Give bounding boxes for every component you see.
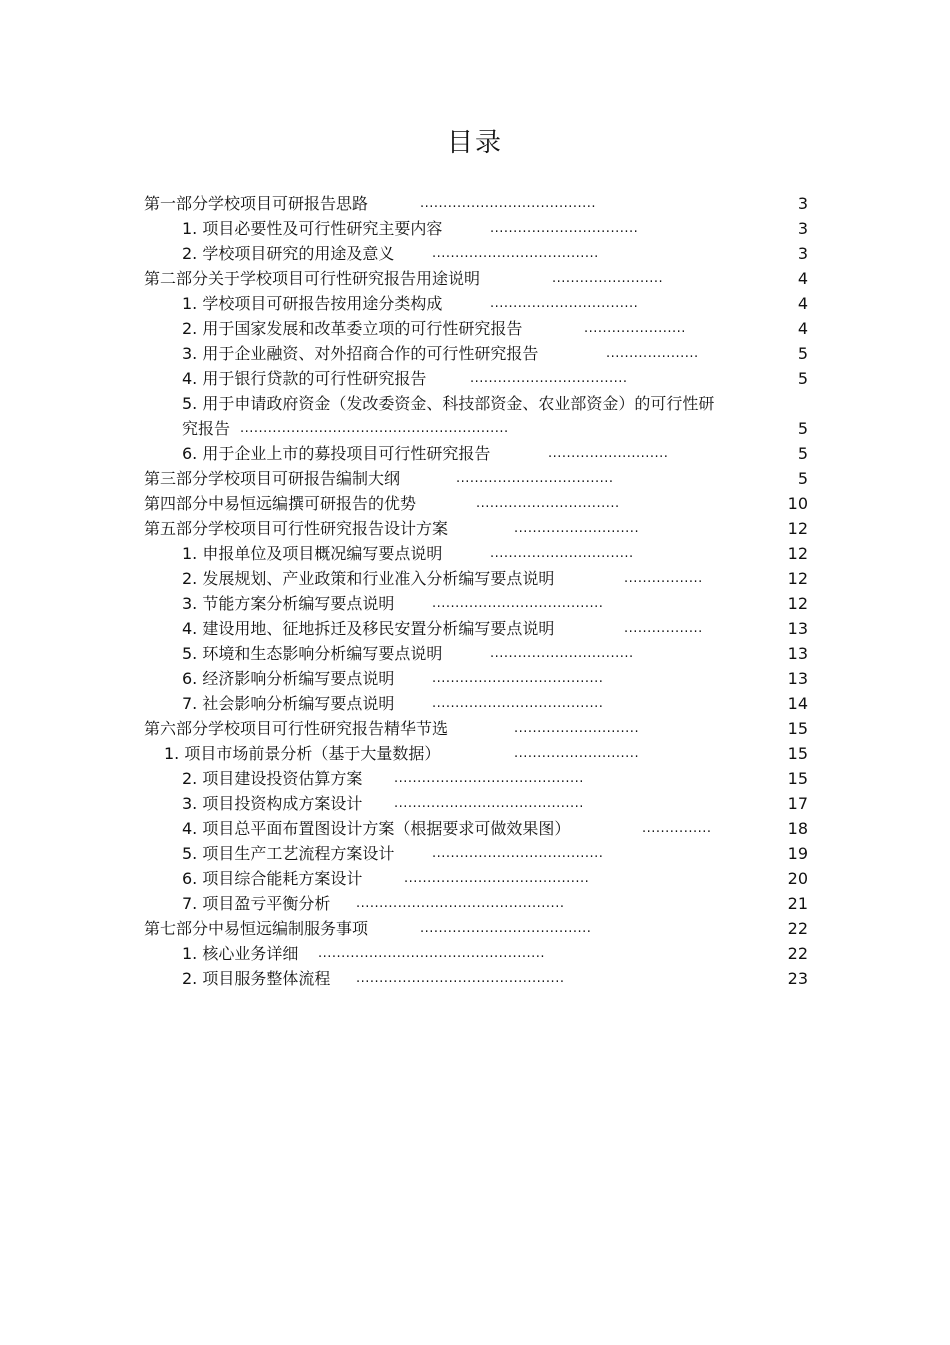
toc-page-number: 3 [797,219,808,238]
toc-page-number: 5 [797,369,808,388]
toc-entry[interactable] [0,292,950,316]
toc-entry[interactable] [0,842,950,866]
toc-page-number: 22 [787,919,808,938]
toc-entry[interactable] [0,317,950,341]
toc-entry[interactable] [0,442,950,466]
toc-page-number: 14 [787,694,808,713]
toc-entry-text: 2. 项目服务整体流程 [182,969,331,988]
toc-entry[interactable] [0,392,950,416]
toc-leader-dots: .................................. [456,471,614,486]
toc-page-number: 23 [787,969,808,988]
toc-leader-dots: ......................................... [394,796,584,811]
toc-title: 目录 [446,128,503,158]
toc-page-number: 5 [797,444,808,463]
toc-entry-text: 1. 申报单位及项目概况编写要点说明 [182,544,443,563]
toc-entry-text: 1. 项目市场前景分析（基于大量数据） [164,744,441,763]
toc-leader-dots: .......................................................... [240,421,509,436]
toc-page-number: 12 [787,569,808,588]
toc-leader-dots: .................................... [432,246,599,261]
toc-leader-dots: ...................................... [420,196,597,211]
toc-leader-dots: ............................................. [356,896,565,911]
toc-entry-text: 第六部分学校项目可行性研究报告精华节选 [144,719,449,738]
toc-entry-text: 第三部分学校项目可研报告编制大纲 [144,469,401,488]
toc-leader-dots: ............................... [476,496,620,511]
toc-entry-text: 7. 社会影响分析编写要点说明 [182,694,395,713]
toc-entry[interactable] [0,467,950,491]
toc-entry[interactable] [0,767,950,791]
toc-entry-text: 7. 项目盈亏平衡分析 [182,894,331,913]
toc-entry[interactable] [0,917,950,941]
toc-page-number: 13 [787,619,808,638]
toc-entry[interactable] [0,542,950,566]
toc-page-number: 5 [797,469,808,488]
toc-page-number: 20 [787,869,808,888]
toc-entry-text: 6. 用于企业上市的募投项目可行性研究报告 [182,444,491,463]
toc-entry-text: 1. 学校项目可研报告按用途分类构成 [182,294,443,313]
toc-entry-text: 第二部分关于学校项目可行性研究报告用途说明 [144,269,481,288]
toc-entry[interactable] [0,942,950,966]
toc-page-number: 4 [797,269,808,288]
toc-page-number: 19 [787,844,808,863]
toc-entry[interactable] [0,417,950,441]
toc-leader-dots: ...................... [584,321,686,336]
toc-entry-text: 5. 环境和生态影响分析编写要点说明 [182,644,443,663]
toc-entry[interactable] [0,692,950,716]
toc-entry-text: 4. 用于银行贷款的可行性研究报告 [182,369,427,388]
toc-leader-dots: ............... [642,821,712,836]
toc-page-number: 4 [797,319,808,338]
toc-leader-dots: ........................................ [404,871,590,886]
toc-entry-text: 2. 项目建设投资估算方案 [182,769,363,788]
toc-entry-text: 3. 项目投资构成方案设计 [182,794,363,813]
toc-leader-dots: ................. [624,571,703,586]
toc-entry[interactable] [0,342,950,366]
toc-entry[interactable] [0,642,950,666]
toc-entry-text: 第四部分中易恒远编撰可研报告的优势 [144,494,417,513]
toc-page-number: 5 [797,419,808,438]
toc-page-number: 15 [787,744,808,763]
toc-page-number: 3 [797,244,808,263]
toc-entry-text: 3. 用于企业融资、对外招商合作的可行性研究报告 [182,344,539,363]
toc-entry-text: 1. 项目必要性及可行性研究主要内容 [182,219,443,238]
toc-leader-dots: .................................. [470,371,628,386]
toc-leader-dots: ................................ [490,221,639,236]
toc-page-number: 4 [797,294,808,313]
toc-page-number: 17 [787,794,808,813]
toc-leader-dots: ........................... [514,746,640,761]
toc-entry-text: 4. 建设用地、征地拆迁及移民安置分析编写要点说明 [182,619,555,638]
toc-page-number: 22 [787,944,808,963]
toc-leader-dots: ............................... [490,646,634,661]
toc-entry-text: 5. 用于申请政府资金（发改委资金、科技部资金、农业部资金）的可行性研 [182,394,715,413]
toc-leader-dots: ............................... [490,546,634,561]
toc-entry-text: 6. 经济影响分析编写要点说明 [182,669,395,688]
toc-entry-text: 2. 用于国家发展和改革委立项的可行性研究报告 [182,319,523,338]
toc-page-number: 3 [797,194,808,213]
toc-entry[interactable] [0,667,950,691]
toc-entry[interactable] [0,617,950,641]
toc-entry-text: 4. 项目总平面布置图设计方案（根据要求可做效果图） [182,819,571,838]
toc-leader-dots: ........................... [514,521,640,536]
toc-page-number: 15 [787,719,808,738]
toc-leader-dots: ..................................... [432,696,604,711]
toc-entry[interactable] [0,742,950,766]
toc-page-number: 18 [787,819,808,838]
toc-leader-dots: .......................... [548,446,669,461]
toc-page-number: 21 [787,894,808,913]
toc-entry[interactable] [0,592,950,616]
toc-entry[interactable] [0,967,950,991]
toc-entry[interactable] [0,492,950,516]
toc-page-number: 5 [797,344,808,363]
toc-entry[interactable] [0,567,950,591]
toc-entry-text: 2. 学校项目研究的用途及意义 [182,244,395,263]
toc-leader-dots: ........................ [552,271,664,286]
toc-page-number: 13 [787,669,808,688]
toc-page-number: 12 [787,594,808,613]
toc-page-number: 13 [787,644,808,663]
toc-leader-dots: ............................................. [356,971,565,986]
toc-entry-text: 第七部分中易恒远编制服务事项 [144,919,369,938]
toc-entry[interactable] [0,217,950,241]
toc-entry[interactable] [0,867,950,891]
toc-entry-text: 5. 项目生产工艺流程方案设计 [182,844,395,863]
toc-entry-text: 3. 节能方案分析编写要点说明 [182,594,395,613]
toc-entry-text: 第五部分学校项目可行性研究报告设计方案 [144,519,449,538]
toc-leader-dots: ................. [624,621,703,636]
toc-entry[interactable] [0,792,950,816]
toc-leader-dots: ................................................. [318,946,545,961]
toc-entry-text: 究报告 [182,419,231,438]
toc-leader-dots: ..................................... [432,846,604,861]
toc-entry-text: 2. 发展规划、产业政策和行业准入分析编写要点说明 [182,569,555,588]
toc-entry-text: 第一部分学校项目可研报告思路 [144,194,369,213]
toc-entry[interactable] [0,192,950,216]
toc-leader-dots: ................................ [490,296,639,311]
toc-leader-dots: ........................... [514,721,640,736]
toc-entry[interactable] [0,717,950,741]
toc-entry-text: 6. 项目综合能耗方案设计 [182,869,363,888]
toc-leader-dots: .................... [606,346,699,361]
toc-leader-dots: ..................................... [420,921,592,936]
toc-page-number: 12 [787,544,808,563]
toc-page-number: 10 [787,494,808,513]
toc-leader-dots: ......................................... [394,771,584,786]
toc-entry-text: 1. 核心业务详细 [182,944,299,963]
toc-entry[interactable] [0,367,950,391]
toc-page-number: 15 [787,769,808,788]
toc-leader-dots: ..................................... [432,671,604,686]
toc-entry[interactable] [0,267,950,291]
toc-entry[interactable] [0,892,950,916]
toc-leader-dots: ..................................... [432,596,604,611]
toc-page-number: 12 [787,519,808,538]
toc-entry[interactable] [0,817,950,841]
toc-entry[interactable] [0,242,950,266]
toc-entry[interactable] [0,517,950,541]
